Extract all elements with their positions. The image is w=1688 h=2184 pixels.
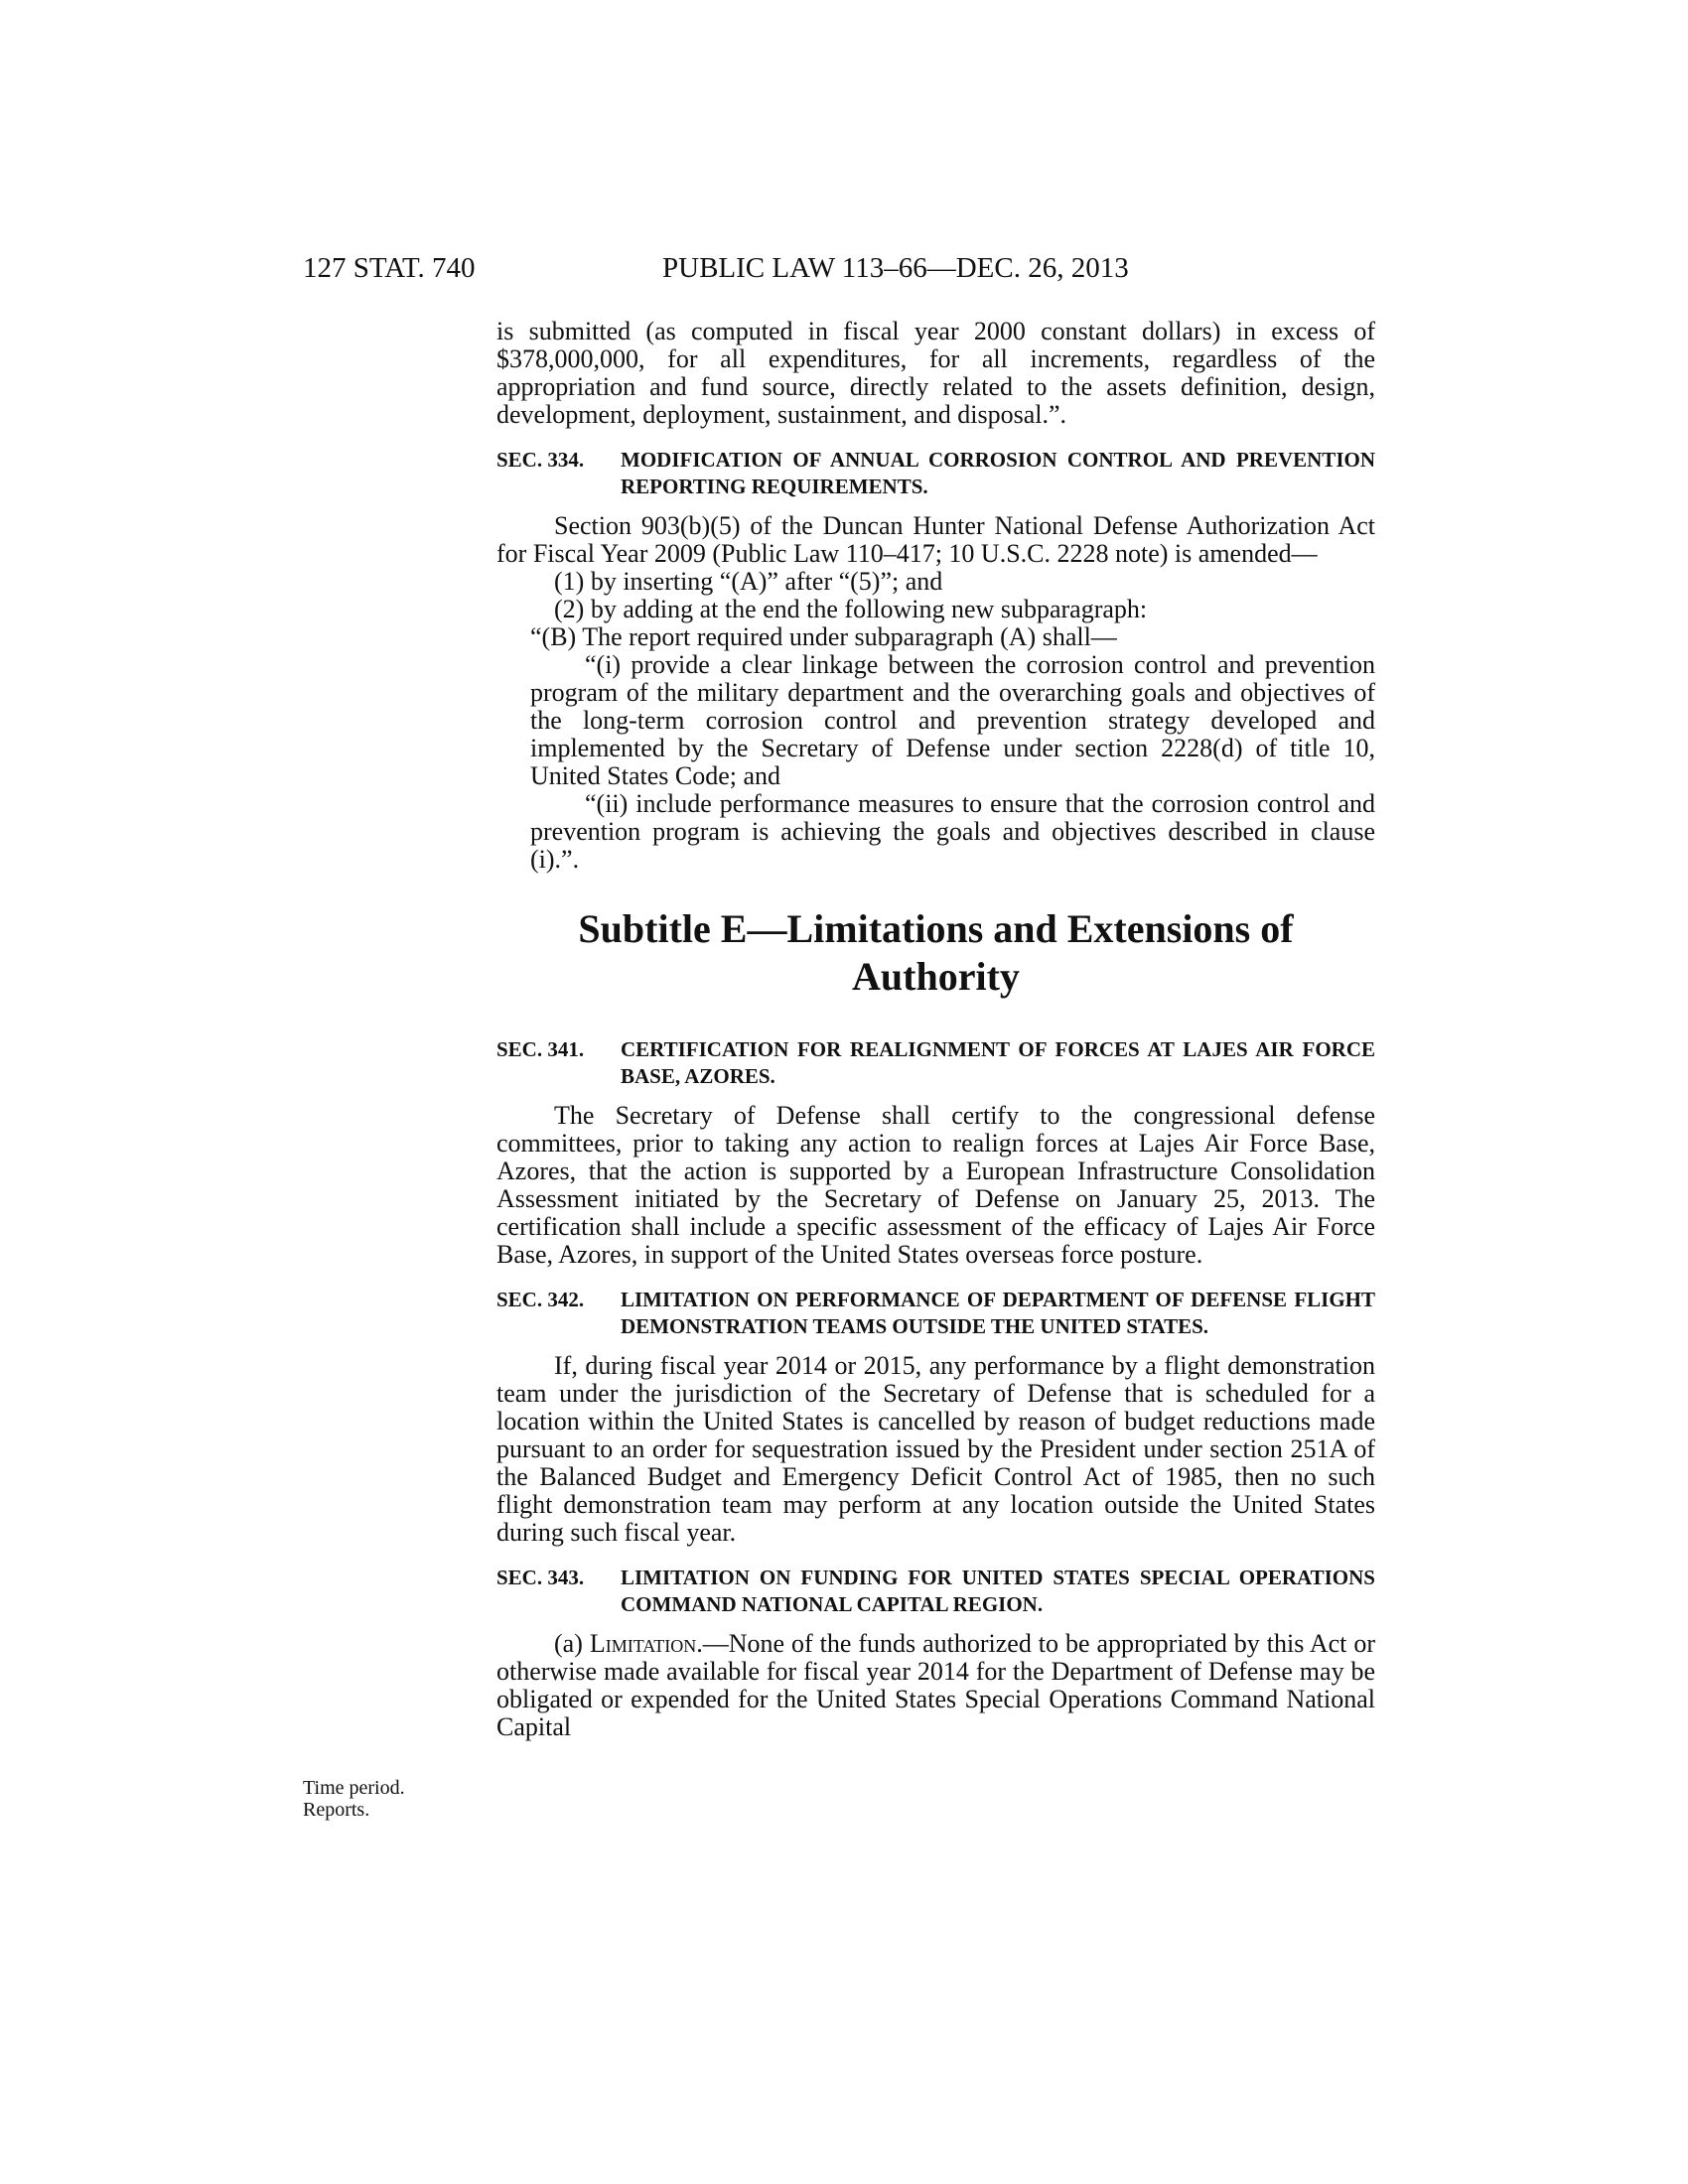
section-334-item-2: (2) by adding at the end the following new subparagraph: bbox=[554, 595, 1148, 623]
section-343-heading bbox=[496, 1565, 1375, 1618]
margin-note-time-period: Time period. bbox=[303, 1777, 405, 1799]
section-title: CERTIFICATION FOR REALIGNMENT OF FORCES AT LAJES AIR FORCE BASE, AZORES. bbox=[621, 1037, 1375, 1088]
subtitle-line-2: Authority bbox=[852, 954, 1020, 999]
clause-ii: “(ii) include performance measures to ensure that the corrosion control and prevention program is achieving the goals and objectives described in clause (i).”. bbox=[530, 789, 1375, 874]
continuation-paragraph: is submitted (as computed in fiscal year 2000 constant dollars) in excess of $378,000,000, for all expenditures, for all increments, regardless of the appropriation and fund source, directly related to the assets definition, design, development, deployment, sustainment, and disposal.”. bbox=[496, 317, 1375, 429]
section-title: LIMITATION ON PERFORMANCE OF DEPARTMENT OF DEFENSE FLIGHT DEMONSTRATION TEAMS OUTSIDE THE UNITED STATES. bbox=[621, 1288, 1375, 1338]
section-number: SEC. 343. bbox=[496, 1566, 585, 1589]
section-334-intro: Section 903(b)(5) of the Duncan Hunter National Defense Authorization Act for Fiscal Year 2009 (Public Law 110–417; 10 U.S.C. 2228 note) is amended— bbox=[496, 511, 1375, 568]
public-law-citation: PUBLIC LAW 113–66—DEC. 26, 2013 bbox=[662, 252, 1129, 284]
statute-page-number: 127 STAT. 740 bbox=[303, 252, 476, 284]
subtitle-heading bbox=[496, 905, 1375, 1001]
section-334-item-1: (1) by inserting “(A)” after “(5)”; and bbox=[554, 567, 943, 596]
section-341-body: The Secretary of Defense shall certify to the congressional defense committees, prior to taking any action to realign forces at Lajes Air Force Base, Azores, that the action is supported by a European Infrastructure Consolidation Assessment initiated by the Secretary of Defense on January 25, 2013. The certification shall include a specific assessment of the efficacy of Lajes Air Force Base, Azores, in support of the United States overseas force posture. bbox=[496, 1101, 1375, 1269]
subsection-text: .—None of the funds authorized to be appropriated by this Act or otherwise made available for fiscal year 2014 for the Department of Defense may be obligated or expended for the United States Special Operations Command National Capital bbox=[496, 1629, 1376, 1741]
section-341-heading bbox=[496, 1036, 1375, 1090]
margin-notes bbox=[303, 1777, 422, 1821]
page-body bbox=[496, 318, 1375, 1741]
section-343-subsection-a bbox=[496, 1630, 1375, 1741]
subsection-heading: Limitation bbox=[589, 1629, 697, 1658]
clause-i: “(i) provide a clear linkage between the corrosion control and prevention program of the military department and the overarching goals and objectives of the long-term corrosion control and prevention strategy developed and implemented by the Secretary of Defense under section 2228(d) of title 10, United States Code; and bbox=[530, 650, 1375, 790]
section-342-body: If, during fiscal year 2014 or 2015, any performance by a flight demonstration team under the jurisdiction of the Secretary of Defense that is scheduled for a location within the United States is cancelled by reason of budget reductions made pursuant to an order for sequestration issued by the President under section 251A of the Balanced Budget and Emergency Deficit Control Act of 1985, then no such flight demonstration team may perform at any location outside the United States during such fiscal year. bbox=[496, 1351, 1375, 1547]
section-334-heading bbox=[496, 447, 1375, 500]
section-title: MODIFICATION OF ANNUAL CORROSION CONTROL AND PREVENTION REPORTING REQUIREMENTS. bbox=[621, 448, 1375, 498]
subparagraph-b: “(B) The report required under subparagraph (A) shall— bbox=[530, 622, 1117, 651]
section-number: SEC. 342. bbox=[496, 1288, 585, 1311]
subsection-label: (a) bbox=[554, 1629, 590, 1658]
running-head bbox=[303, 248, 1375, 288]
margin-note-reports: Reports. bbox=[303, 1799, 370, 1821]
section-number: SEC. 341. bbox=[496, 1037, 585, 1061]
section-title: LIMITATION ON FUNDING FOR UNITED STATES SPECIAL OPERATIONS COMMAND NATIONAL CAPITAL REGION. bbox=[621, 1566, 1375, 1616]
section-number: SEC. 334. bbox=[496, 448, 585, 472]
subtitle-line-1: Subtitle E—Limitations and Extensions of bbox=[578, 906, 1294, 951]
section-342-heading bbox=[496, 1287, 1375, 1340]
